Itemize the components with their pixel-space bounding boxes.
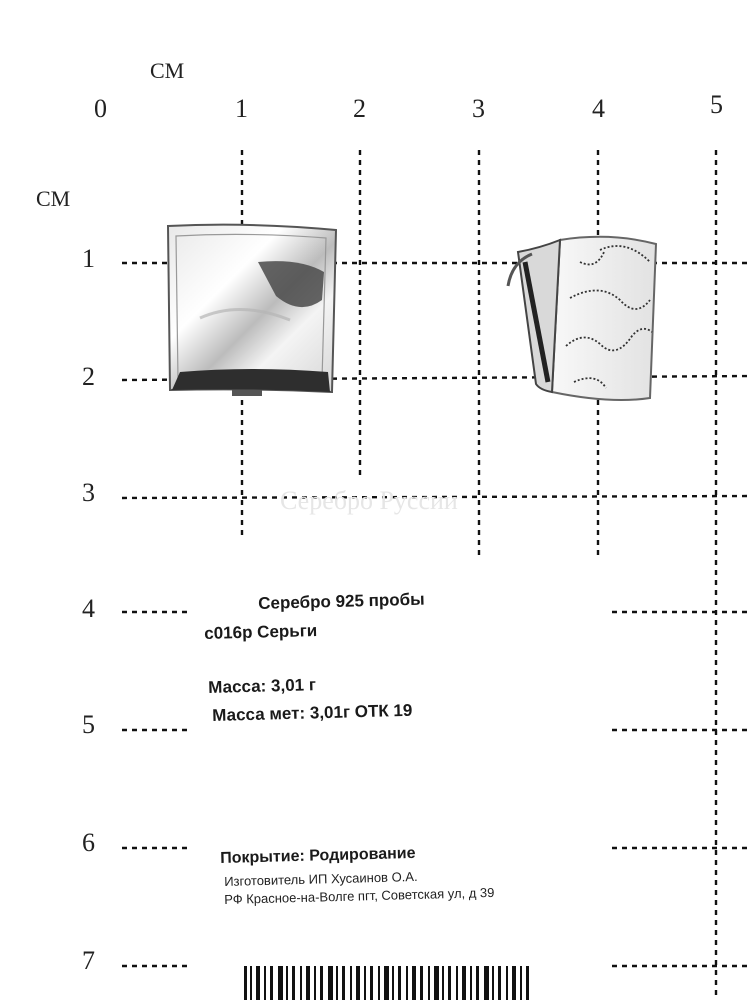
- top-number-1: 1: [235, 94, 248, 123]
- watermark: Серебро Руссии: [280, 486, 458, 515]
- tag-mass: Масса: 3,01 г: [208, 675, 317, 697]
- left-unit-label: CM: [36, 186, 71, 211]
- top-number-3: 3: [472, 94, 485, 123]
- top-number-4: 4: [592, 94, 605, 123]
- left-number-3: 3: [82, 478, 95, 507]
- barcode: [244, 966, 544, 1000]
- left-number-2: 2: [82, 362, 95, 391]
- left-number-7: 7: [82, 946, 95, 975]
- tag-material: Серебро 925 пробы: [258, 589, 425, 613]
- earring-side-view: [508, 237, 656, 400]
- tag-coating: Покрытие: Родирование: [220, 844, 416, 867]
- top-unit-label: CM: [150, 58, 185, 83]
- tag-mass-metal: Масса мет: 3,01г ОТК 19: [212, 700, 413, 725]
- left-number-6: 6: [82, 828, 95, 857]
- top-number-5: 5: [710, 90, 723, 119]
- left-number-5: 5: [82, 710, 95, 739]
- tag-address: РФ Красное-на-Волге пгт, Советская ул, д 39: [224, 884, 495, 907]
- top-number-0: 0: [94, 94, 107, 123]
- earring-front-view: [168, 225, 336, 396]
- product-tag: [192, 560, 612, 1000]
- tag-article: с016р Серьги: [204, 621, 318, 643]
- tag-maker: Изготовитель ИП Хусаинов О.А.: [224, 868, 418, 889]
- top-number-2: 2: [353, 94, 366, 123]
- left-number-4: 4: [82, 594, 95, 623]
- left-number-1: 1: [82, 244, 95, 273]
